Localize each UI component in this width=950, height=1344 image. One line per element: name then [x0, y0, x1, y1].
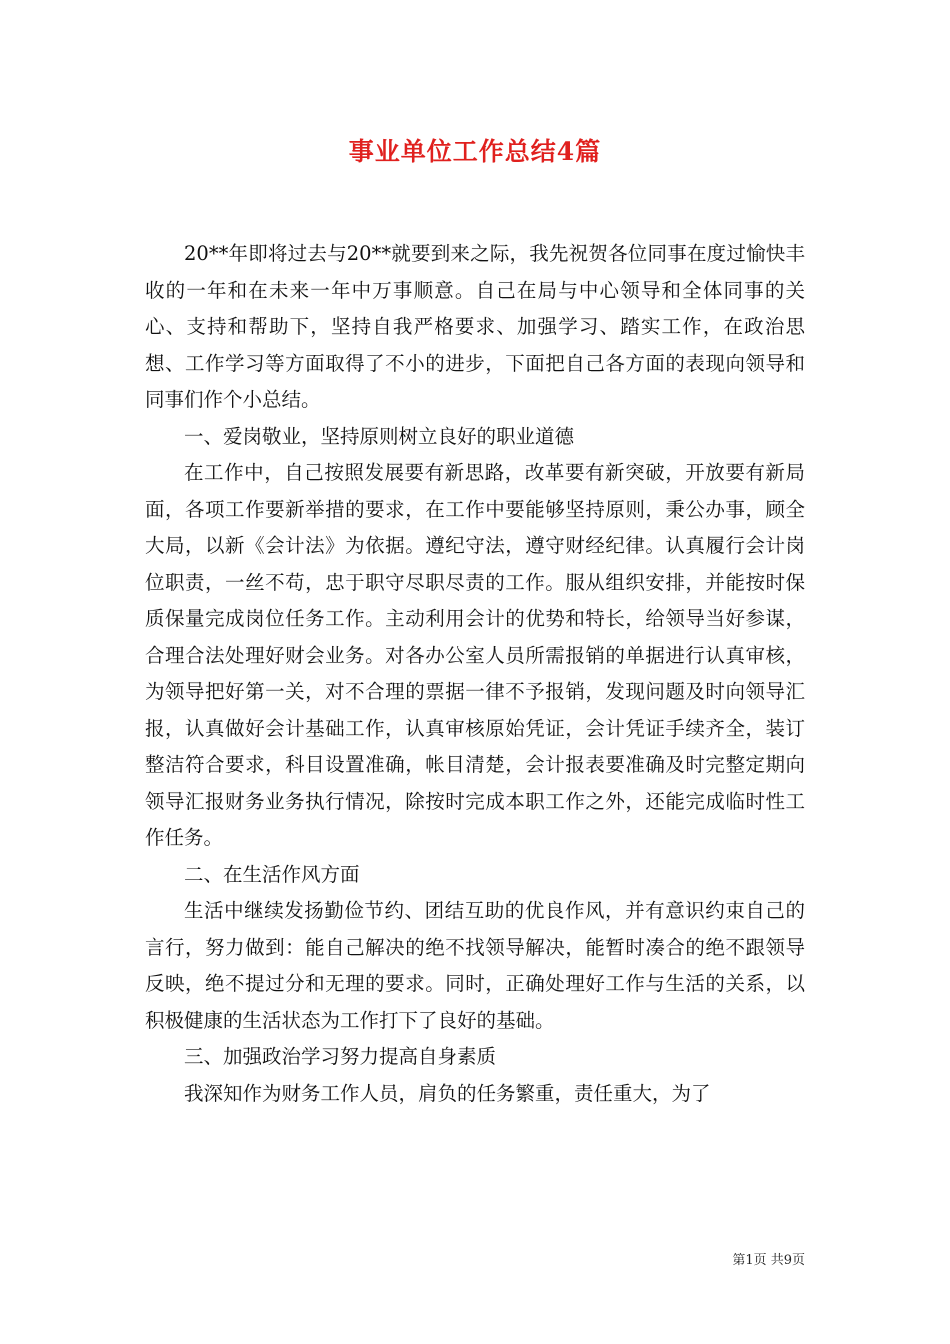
- page-number: 第1页 共9页: [732, 1253, 805, 1268]
- document-body: [145, 236, 805, 1112]
- section-heading-2: 二、在生活作风方面: [184, 862, 360, 886]
- section-heading-1: 一、爱岗敬业，坚持原则树立良好的职业道德: [184, 424, 575, 448]
- paragraph-section-3: 我深知作为财务工作人员，肩负的任务繁重，责任重大，为了: [184, 1081, 711, 1105]
- paragraph-section-1: 在工作中，自己按照发展要有新思路，改革要有新突破，开放要有新局面，各项工作要新举措的要求，在工作中要能够坚持原则，秉公办事，顾全大局，以新《会计法》为依据。遵纪守法，遵守财经纪律。认真履行会计岗位职责，一丝不苟，忠于职守尽职尽责的工作。服从组织安排，并能按时保质保量完成岗位任务工作。主动利用会计的优势和特长，给领导当好参谋，合理合法处理好财会业务。对各办公室人员所需报销的单据进行认真审核，为领导把好第一关，对不合理的票据一律不予报销，发现问题及时向领导汇报，认真做好会计基础工作，认真审核原始凭证，会计凭证手续齐全，装订整洁符合要求，科目设置准确，帐目清楚，会计报表要准确及时完整定期向领导汇报财务业务执行情况，除按时完成本职工作之外，还能完成临时性工作任务。: [145, 461, 805, 849]
- paragraph-section-2: 生活中继续发扬勤俭节约、团结互助的优良作风，并有意识约束自己的言行，努力做到：能自己解决的绝不找领导解决，能暂时凑合的绝不跟领导反映，绝不提过分和无理的要求。同时，正确处理好工作与生活的关系，以积极健康的生活状态为工作打下了良好的基础。: [145, 899, 805, 1032]
- document-title: 事业单位工作总结4篇: [348, 137, 602, 166]
- section-heading-3: 三、加强政治学习努力提高自身素质: [184, 1045, 497, 1068]
- paragraph-intro: 20**年即将过去与20**就要到来之际，我先祝贺各位同事在度过愉快丰收的一年和在未来一年中万事顺意。自己在局与中心领导和全体同事的关心、支持和帮助下，坚持自我严格要求、加强学习、踏实工作，在政治思想、工作学习等方面取得了不小的进步，下面把自己各方面的表现向领导和同事们作个小总结。: [145, 242, 805, 411]
